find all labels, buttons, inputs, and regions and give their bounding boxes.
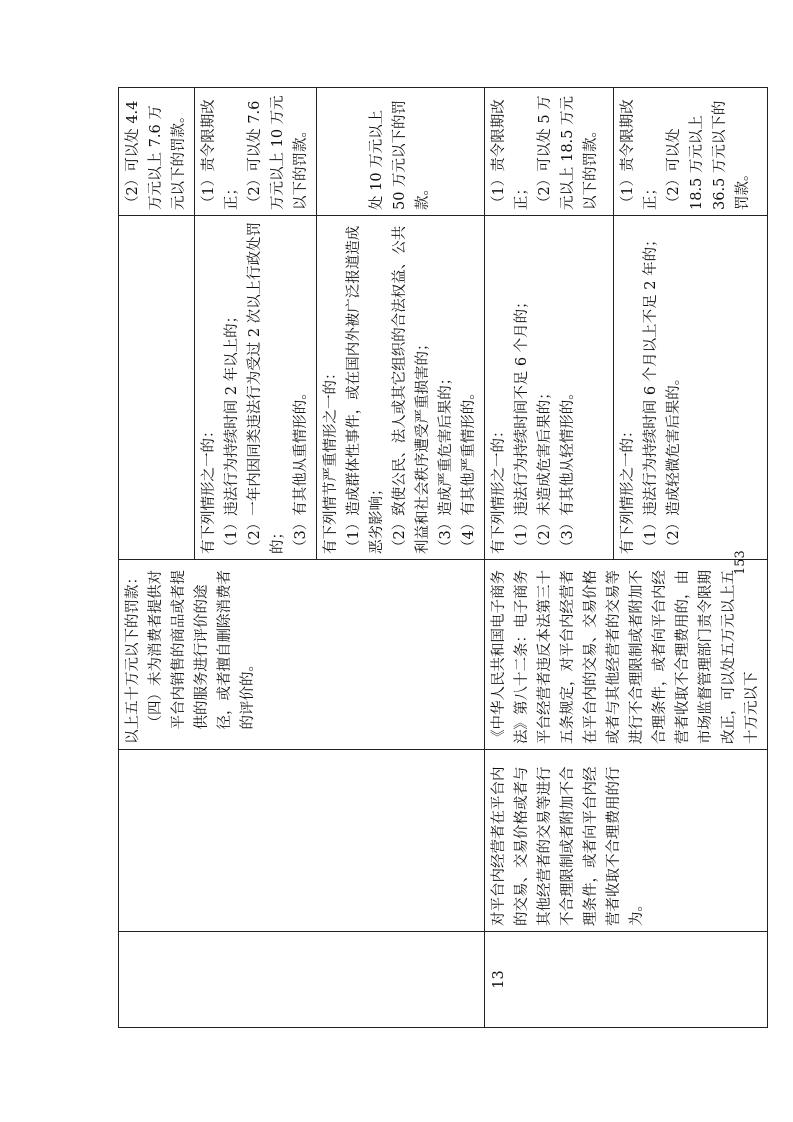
page-number: 153 — [733, 550, 748, 575]
penalty-line: （1）责令限期改正； — [201, 99, 240, 210]
situation-line: 有下列情形之一的： — [491, 423, 507, 554]
situation-cell — [485, 216, 614, 560]
situation-cell — [614, 216, 768, 560]
penalty-cell — [485, 88, 614, 216]
situation-line: 有下列情节严重情形之一的： — [323, 365, 339, 554]
table-row — [485, 88, 614, 1028]
penalty-table — [118, 87, 768, 1028]
situation-line: （3）造成严重危害后果的； — [438, 370, 454, 554]
situation-cell — [119, 216, 195, 560]
situation-line: （1）造成群体性事件，或在国内外被广泛报道造成恶劣影响； — [346, 225, 385, 554]
situation-line: （3）有其他从重情形的。 — [293, 385, 309, 554]
situation-line: （2）未造成危害后果的； — [537, 385, 553, 554]
penalty-cell — [119, 88, 195, 216]
penalty-cell — [614, 88, 768, 216]
penalty-line: （2）可以处 4.4 万元以上 7.6 万元以下的罚款。 — [125, 100, 187, 210]
prev-basis-line: （四）未为消费者提供对平台内销售的商品或者提供的服务进行评价的途径，或者擅自删除消费者的评价的。 — [148, 570, 256, 730]
situation-line: （2）造成轻微危害后果的。 — [666, 370, 683, 554]
situation-line: （1）违法行为持续时间 6 个月以上不足 2 年的； — [643, 232, 660, 554]
situation-cell — [195, 216, 317, 560]
table-row — [119, 88, 195, 1028]
prev-basis-line: 以上五十万元以下的罚款： — [125, 570, 141, 744]
penalty-line: （1）责令限期改正； — [491, 99, 530, 210]
situation-line: （4）有其他严重情形的。 — [461, 385, 477, 554]
penalty-line: （2）可以处 18.5 万元以上 36.5 万元以下的罚款。 — [666, 100, 752, 210]
penalty-line: （1）责令限期改正； — [620, 99, 660, 210]
situation-line: （1）违法行为持续时间不足 6 个月的； — [514, 294, 530, 554]
situation-line: 有下列情形之一的： — [201, 423, 217, 554]
situation-cell — [317, 216, 485, 560]
situation-line: （2）一年内因同类违法行为受过 2 次以上行政处罚的； — [247, 221, 286, 554]
prev-basis-cell — [119, 560, 485, 750]
penalty-line: 处 10 万元以上 50 万元以下的罚款。 — [369, 99, 431, 210]
penalty-cell — [195, 88, 317, 216]
prev-act-cell — [119, 750, 485, 932]
row-number: 13 — [485, 932, 768, 1028]
situation-line: （3）有其他从轻情形的。 — [560, 385, 576, 554]
penalty-cell — [317, 88, 485, 216]
situation-line: （1）违法行为持续时间 2 年以上的； — [224, 308, 240, 554]
legal-basis: 《中华人民共和国电子商务法》第八十二条：电子商务平台经营者违反本法第三十五条规定，对平台内经营者在平台内的交易、交易价格或者与其他经营者的交易等进行不合理限制或者附加不合理条件，或者向平台内经营者收取不合理费用的，由市场监督管理部门责令限期改正，可以处五万元以上五十万元以下 — [485, 560, 768, 750]
situation-line: 有下列情形之一的： — [620, 423, 637, 554]
illegal-act: 对平台内经营者在平台内的交易、交易价格或者与其他经营者的交易等进行不合理限制或者附加不合理条件，或者向平台内经营者收取不合理费用的行为。 — [485, 750, 768, 932]
penalty-line: （2）可以处 7.6 万元以上 10 万元以下的罚款。 — [247, 95, 309, 210]
penalty-line: （2）可以处 5 万元以上 18.5 万元以下的罚款。 — [537, 95, 599, 210]
situation-line: （2）致使公民、法人或其它组织的合法权益、公共利益和社会秩序遭受严重损害的； — [392, 225, 431, 554]
prev-number-cell — [119, 932, 485, 1028]
